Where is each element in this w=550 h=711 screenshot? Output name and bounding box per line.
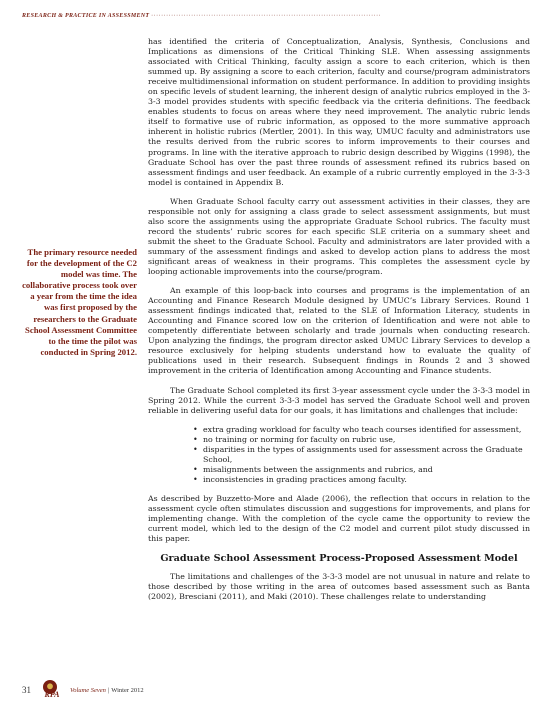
paragraph: As described by Buzzetto-More and Alade (2006), the reflection that occurs in relation to the assessment cycle often stimulates discussion and suggestions for improvements, and plans for implementing change. With the completion of the cycle came the opportunity to review the current model, which led to the design of the C2 model and current pilot study discussed in this paper. <box>148 493 530 544</box>
list-item: • disparities in the types of assignments used for assessment across the Graduate School, <box>203 445 530 465</box>
page-number: 31 <box>22 685 31 695</box>
page-footer <box>22 679 322 701</box>
running-header <box>22 13 528 25</box>
paragraph: An example of this loop-back into courses and programs is the implementation of an Accounting and Finance Research Module designed by UMUC’s Library Services. Round 1 assessment findings indicated that, related to the SLE of Information Literacy, students in Accounting and Finance scored low on the criterion of Identification and were not able to competently differentiate between scholarly and trade journals when conducting research. Upon analyzing the findings, the program director asked UMUC Library Services to develop a resource exclusively for helping students understand how to evaluate the quality of publications used in their research. Subsequent findings in Rounds 2 and 3 showed improvement in the criteria of Identification among Accounting and Finance students. <box>148 286 530 376</box>
article-body <box>148 37 530 611</box>
journal-issue: Winter 2012 <box>111 686 144 694</box>
list-item: • extra grading workload for faculty who teach courses identified for assessment, <box>203 425 530 435</box>
paragraph: When Graduate School faculty carry out assessment activities in their classes, they are responsible not only for assigning a class grade to select assessment assignments, but must also score the assignments using the appropriate Graduate School rubrics. The faculty must record the students’ rubric scores for each specific SLE criteria on a summary sheet and submit the sheet to the Graduate School. Faculty and administrators are later provided with a summary of the assessment findings and asked to develop action plans to address the most significant areas of weakness in their programs. This completes the assessment cycle by looping actionable improvements into the course/program. <box>148 196 530 277</box>
section-heading: Graduate School Assessment Process-Proposed Assessment Model <box>160 553 518 565</box>
list-item: • no training or norming for faculty on rubric use, <box>203 435 530 445</box>
journal-volume: Volume Seven <box>70 686 106 694</box>
footer-separator: | <box>107 686 110 694</box>
logo-text: RPA <box>44 690 60 699</box>
pull-quote: The primary resource needed for the development of the C2 model was time. The collaborative process took over a year from the time the idea was first proposed by the researchers to the Graduate School Assessment Committee to the time the pilot was conducted in Spring 2012. <box>22 247 137 357</box>
running-title: RESEARCH & PRACTICE IN ASSESSMENT <box>22 13 150 19</box>
paragraph: The Graduate School completed its first 3-year assessment cycle under the 3-3-3 model in Spring 2012. While the current 3-3-3 model has served the Graduate School well and proven reliable in delivering useful data for our goals, it has limitations and challenges that include: <box>148 385 530 415</box>
paragraph: has identified the criteria of Conceptualization, Analysis, Synthesis, Conclusions and Implications as dimensions of the Critical Thinking SLE. When assessing assignments associated with Critical Thinking, faculty assign a score to each criterion, which is then summed up. By assigning a score to each criterion, faculty and course/program administrators receive multidimensional information on student performance. In addition to providing insights on specific levels of student learning, the inherent design of analytic rubrics employed in the 3-3-3 model provides students with specific feedback via the criteria definitions. The feedback enables students to focus on areas where they need improvement. The analytic rubric lends itself to formative use of rubric information, as opposed to the more summative approach inherent in holistic rubrics (Mertler, 2001). In this way, UMUC faculty and administrators use the results derived from the rubric scores to inform improvements to their courses and programs. In line with the iterative approach to rubric design described by Wiggins (1998), the Graduate School has over the past three rounds of assessment refined its rubrics based on assessment findings and user feedback. An example of a rubric currently employed in the 3-3-3 model is contained in Appendix B. <box>148 37 530 187</box>
header-dot-leader: ···························································································· <box>151 13 382 19</box>
list-item: • inconsistencies in grading practices among faculty. <box>203 475 530 485</box>
list-item: • misalignments between the assignments and rubrics, and <box>203 465 530 475</box>
rpa-logo-icon <box>39 680 65 700</box>
paragraph: The limitations and challenges of the 3-3-3 model are not unusual in nature and relate to those described by those writing in the area of outcomes based assessment such as Banta (2002), Bresciani (2011), and Maki (2010). These challenges relate to understanding <box>148 572 530 602</box>
limitations-list <box>148 425 530 485</box>
